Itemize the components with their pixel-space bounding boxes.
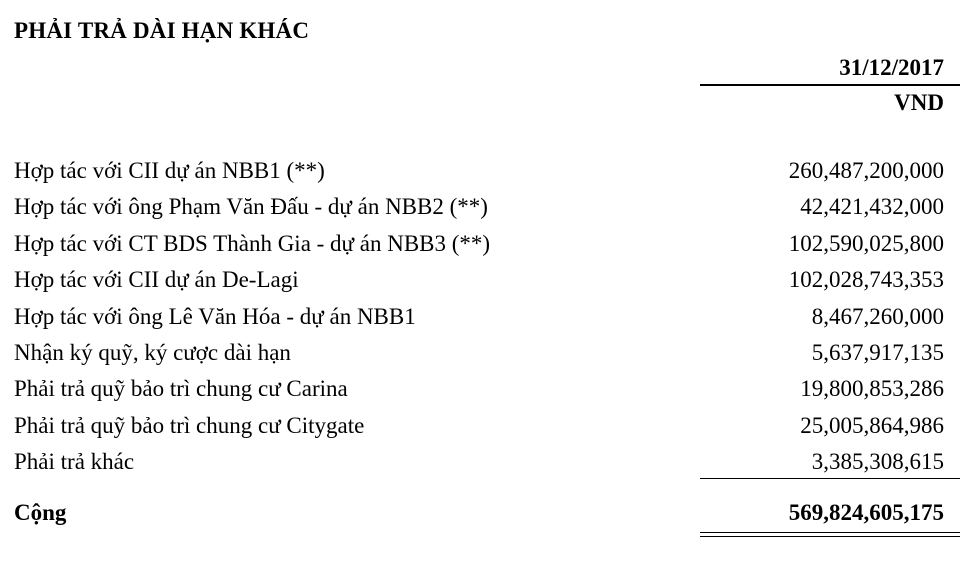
row-label: Hợp tác với ông Phạm Văn Đấu - dự án NBB2 (**) [14, 194, 488, 220]
row-amount: 3,385,308,615 [811, 449, 944, 475]
table-row [0, 340, 960, 376]
row-label: Phải trả khác [14, 449, 135, 475]
table-row [0, 194, 960, 230]
row-label: Nhận ký quỹ, ký cược dài hạn [14, 339, 291, 365]
table-row [0, 267, 960, 303]
total-double-underline-bottom [700, 536, 960, 537]
column-header-date: 31/12/2017 [839, 55, 944, 80]
row-label: Phải trả quỹ bảo trì chung cư Citygate [14, 412, 365, 438]
row-amount: 260,487,200,000 [788, 158, 944, 183]
row-label: Phải trả quỹ bảo trì chung cư Carina [14, 376, 348, 402]
table-row [0, 158, 960, 194]
subtotal-divider [700, 478, 960, 479]
total-double-underline-top [700, 532, 960, 533]
table-row [0, 231, 960, 267]
page-title: PHẢI TRẢ DÀI HẠN KHÁC [14, 18, 310, 43]
column-header-unit: VND [894, 90, 944, 115]
row-amount: 5,637,917,135 [811, 339, 944, 365]
table-row [0, 304, 960, 340]
row-amount: 102,028,743,353 [788, 267, 944, 293]
row-amount: 8,467,260,000 [811, 303, 944, 329]
row-label: Hợp tác với ông Lê Văn Hóa - dự án NBB1 [14, 303, 416, 329]
row-label: Hợp tác với CII dự án NBB1 (**) [14, 158, 325, 183]
table-row [0, 376, 960, 412]
table-row [0, 413, 960, 449]
line-items [0, 158, 960, 486]
header-divider [700, 84, 960, 86]
total-amount: 569,824,605,175 [788, 500, 944, 525]
row-amount: 25,005,864,986 [800, 412, 944, 438]
row-label: Hợp tác với CT BDS Thành Gia - dự án NBB3 (**) [14, 230, 491, 256]
row-amount: 19,800,853,286 [800, 376, 944, 402]
row-amount: 102,590,025,800 [788, 230, 944, 256]
total-label: Cộng [14, 500, 67, 525]
row-amount: 42,421,432,000 [800, 194, 944, 220]
row-label: Hợp tác với CII dự án De-Lagi [14, 267, 299, 293]
table-row [0, 449, 960, 485]
